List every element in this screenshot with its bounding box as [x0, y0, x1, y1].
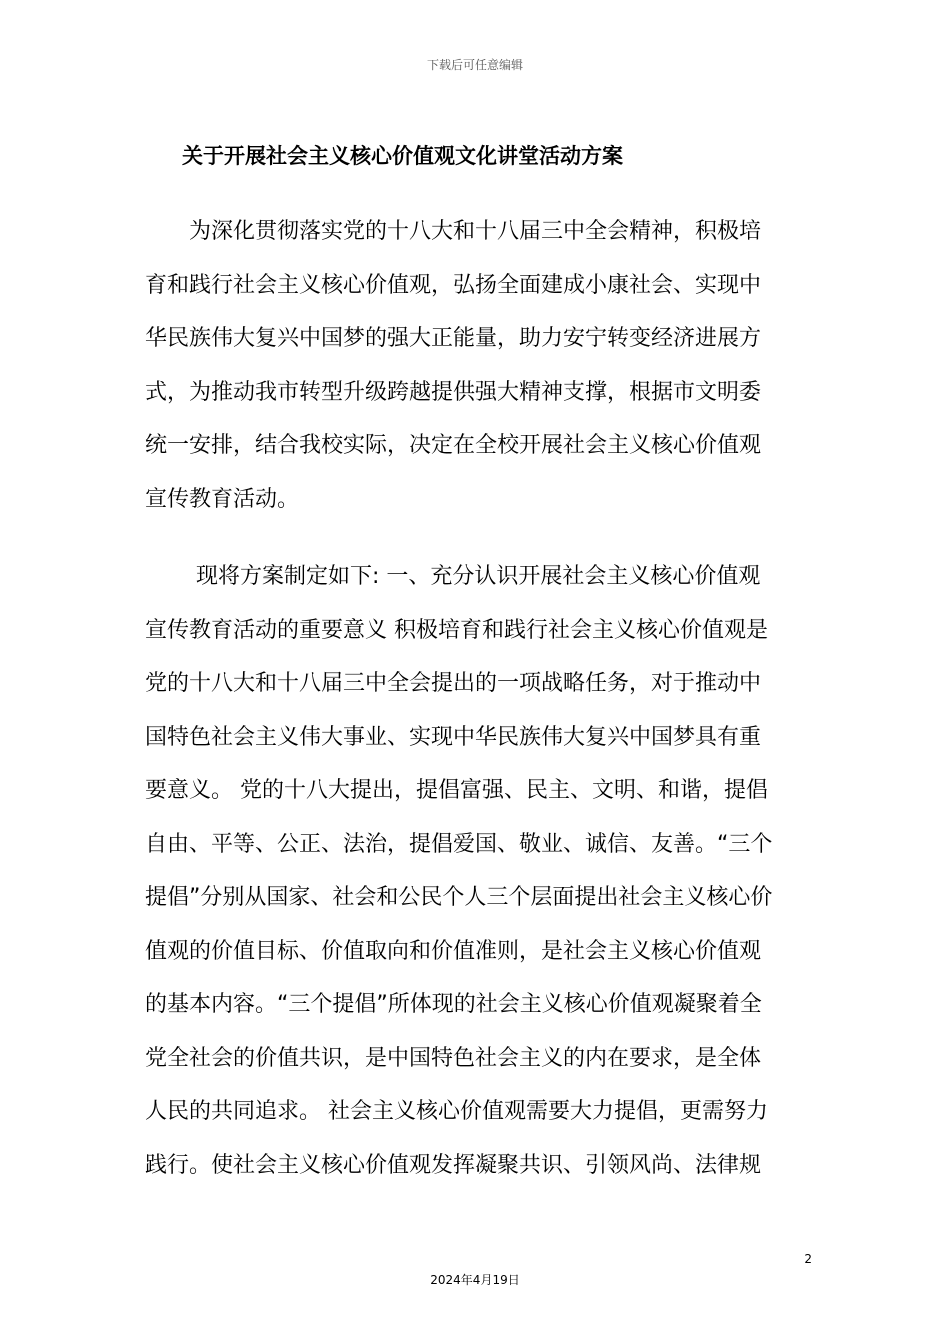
paragraph-line: 为深化贯彻落实党的十八大和十八届三中全会精神，积极培 — [145, 219, 762, 244]
paragraph-line: 现将方案制定如下: 一、充分认识开展社会主义核心价值观 — [145, 564, 761, 589]
paragraph-line: 育和践行社会主义核心价值观，弘扬全面建成小康社会、实现中 — [145, 272, 762, 298]
paragraph-line: 式，为推动我市转型升级跨越提供强大精神支撑，根据市文明委 — [145, 379, 762, 405]
paragraph-line: 践行。使社会主义核心价值观发挥凝聚共识、引领风尚、法律规 — [145, 1152, 762, 1178]
paragraph — [145, 550, 805, 1192]
paragraph-line: 人民的共同追求。 社会主义核心价值观需要大力提倡，更需努力 — [145, 1099, 768, 1124]
document-title: 关于开展社会主义核心价值观文化讲堂活动方案 — [182, 144, 623, 168]
paragraph-line: 宣传教育活动的重要意义 积极培育和践行社会主义核心价值观是 — [145, 617, 768, 643]
paragraph-line: 党全社会的价值共识，是中国特色社会主义的内在要求，是全体 — [145, 1045, 762, 1071]
paragraph-line: 自由、平等、公正、法治，提倡爱国、敬业、诚信、友善。“三个 — [145, 831, 773, 857]
paragraph-line: 国特色社会主义伟大事业、实现中华民族伟大复兴中国梦具有重 — [145, 724, 762, 750]
paragraph-line: 统一安排，结合我校实际，决定在全校开展社会主义核心价值观 — [145, 433, 762, 458]
page-number: 2 — [804, 1252, 812, 1266]
paragraph-line: 提倡”分别从国家、社会和公民个人三个层面提出社会主义核心价 — [145, 885, 773, 910]
paragraph-line: 的基本内容。“三个提倡”所体现的社会主义核心价值观凝聚着全 — [145, 992, 762, 1017]
paragraph-line: 宣传教育活动。 — [145, 486, 300, 512]
paragraph-line: 值观的价值目标、价值取向和价值准则，是社会主义核心价值观 — [145, 938, 762, 964]
paragraph-line: 要意义。 党的十八大提出，提倡富强、民主、文明、和谐，提倡 — [145, 778, 768, 803]
paragraph-line: 党的十八大和十八届三中全会提出的一项战略任务，对于推动中 — [145, 671, 762, 696]
header-note: 下载后可任意编辑 — [426, 58, 523, 72]
paragraph — [145, 205, 805, 526]
paragraph-line: 华民族伟大复兴中国梦的强大正能量，助力安宁转变经济进展方 — [145, 326, 762, 351]
footer-date: 2024年4月19日 — [430, 1273, 520, 1287]
